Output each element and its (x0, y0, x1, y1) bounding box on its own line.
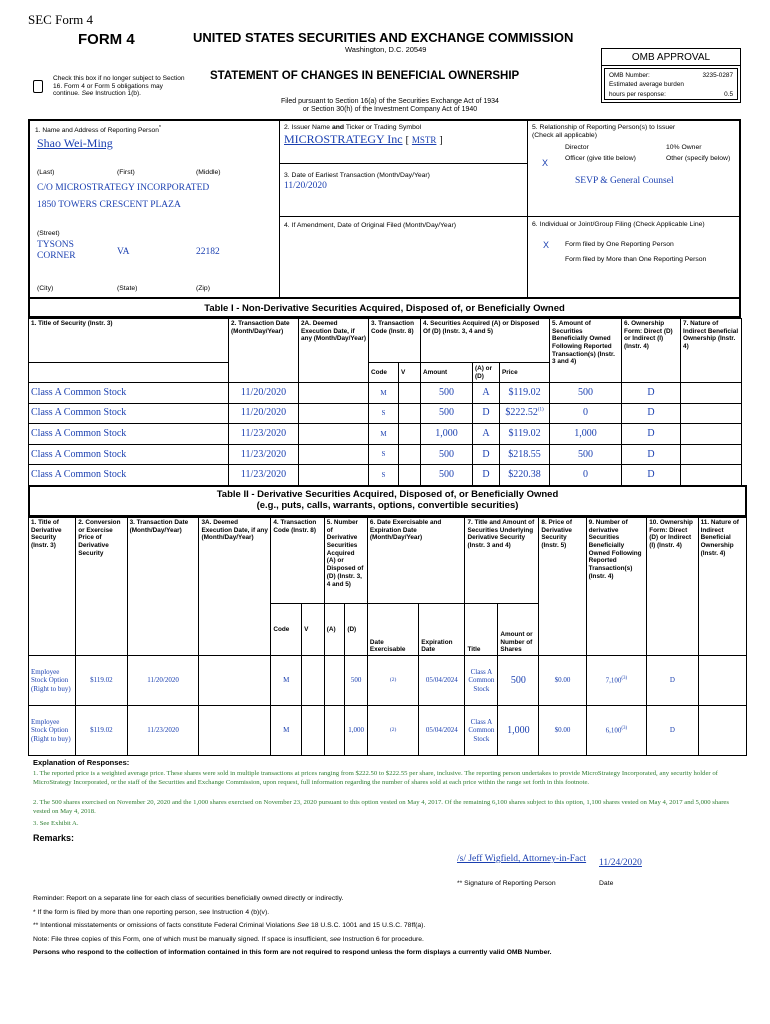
t1-title: Class A Common Stock (29, 403, 229, 424)
footer-notes (33, 892, 552, 960)
t1-v (399, 444, 421, 465)
zip-label: (Zip) (196, 285, 210, 292)
t1-v (399, 465, 421, 486)
t2-dprice: $0.00 (539, 706, 586, 756)
reporting-person-name[interactable]: Shao Wei-Ming (37, 136, 113, 150)
form-title: FORM 4 (78, 31, 135, 48)
footer-reminder: Reminder: Report on a separate line for each class of securities beneficially owned directly or indirectly. (33, 895, 344, 902)
t2-code: M (271, 656, 302, 706)
t1-amount: 500 (421, 465, 473, 486)
t1-nature (681, 403, 742, 424)
t1-owned: 0 (550, 465, 622, 486)
t1-nature (681, 444, 742, 465)
t1-ad: A (473, 383, 500, 404)
t2-d: 500 (345, 656, 368, 706)
t1-h-nature: 7. Nature of Indirect Beneficial Ownership (Instr. 4) (681, 319, 742, 383)
statement-title: STATEMENT OF CHANGES IN BENEFICIAL OWNERSHIP (210, 70, 520, 82)
t1-deemed (299, 383, 369, 404)
t2-h-v-col: V (302, 604, 325, 656)
table2 (28, 517, 747, 756)
director-option[interactable]: Director (565, 144, 589, 151)
omb-hours: 0.5 (724, 90, 733, 98)
t2-deemed (199, 656, 271, 706)
issuer-name[interactable]: MICROSTRATEGY Inc [ MSTR ] (284, 132, 443, 146)
t1-title: Class A Common Stock (29, 383, 229, 404)
t1-form: D (622, 403, 681, 424)
t1-deemed (299, 424, 369, 445)
remarks-title: Remarks: (33, 833, 75, 843)
relationship-label: 5. Relationship of Reporting Person(s) to Issuer (Check all applicable) (532, 124, 676, 139)
t2-deemed (199, 706, 271, 756)
t2-v (302, 656, 325, 706)
state-label: (State) (117, 285, 138, 292)
amendment-label: 4. If Amendment, Date of Original Filed (Month/Day/Year) (284, 222, 457, 229)
t1-date: 11/23/2020 (229, 465, 299, 486)
t2-h-date-exercisable: Date Exercisable (367, 604, 418, 656)
footnote-1: 1. The reported price is a weighted average price. These shares were sold in multiple transactions at prices ranging from $222.50 to $222.55 per share, inclusive. The reporting person undertakes to provide MicroStrategy Incorporated, any security holder of MicroStrategy Incorporated, or the staff of the Securities and Exchange Commission, upon request, full information regarding the number of shares sold at each price within the range set forth in this footnote. (33, 770, 718, 786)
t1-deemed (299, 444, 369, 465)
state-value: VA (117, 247, 130, 257)
t1-price: $119.02 (500, 424, 550, 445)
t1-h-owned: 5. Amount of Securities Beneficially Owned Following Reported Transaction(s) (Instr. 3 and 4) (550, 319, 622, 383)
omb-hours-label: hours per response: (609, 90, 666, 98)
t1-ad: D (473, 465, 500, 486)
t1-price: $218.55 (500, 444, 550, 465)
t2-shares: 500 (498, 656, 539, 706)
t2-owned: 6,100$^{(3)}$ (586, 706, 647, 756)
t1-code: S (369, 403, 399, 424)
signature-label: ** Signature of Reporting Person (457, 880, 556, 887)
t2-h-title-col: Title (465, 604, 498, 656)
t2-h-nature: 11. Nature of Indirect Beneficial Ownership (Instr. 4) (698, 518, 746, 656)
t1-h-deemed: 2A. Deemed Execution Date, if any (Month/Day/Year) (299, 319, 369, 383)
t1-title: Class A Common Stock (29, 444, 229, 465)
table1-row (29, 403, 742, 424)
filing-one-option[interactable]: Form filed by One Reporting Person (565, 241, 674, 248)
t2-h-code: 4. Transaction Code (Instr. 8) (271, 518, 324, 604)
t1-code: S (369, 444, 399, 465)
omb-title: OMB APPROVAL (602, 49, 740, 66)
ten-percent-owner-option[interactable]: 10% Owner (666, 144, 702, 151)
t2-nature (698, 706, 746, 756)
sec-form-label: SEC Form 4 (28, 12, 94, 27)
t1-v (399, 383, 421, 404)
other-option[interactable]: Other (specify below) (666, 155, 731, 162)
t2-a (324, 656, 345, 706)
t2-nature (698, 656, 746, 706)
footer-violations: ** Intentional misstatements or omissions of facts constitute Federal Criminal Violations See 18 U.S.C. 1001 and 15 U.S.C. 78ff(a). (33, 922, 426, 930)
table1-title: Table I - Non-Derivative Securities Acquired, Disposed of, or Beneficially Owned (204, 303, 565, 314)
t1-date: 11/20/2020 (229, 403, 299, 424)
omb-burden: Estimated average burden (609, 81, 684, 89)
t2-date: 11/23/2020 (127, 706, 199, 756)
table1-row (29, 444, 742, 465)
t2-h-amount-col: Amount or Number of Shares (498, 604, 539, 656)
table1-row (29, 383, 742, 404)
t2-expiration: 05/04/2024 (419, 656, 465, 706)
location: Washington, D.C. 20549 (345, 45, 427, 54)
explanation-title: Explanation of Responses: (33, 758, 130, 767)
t1-amount: 500 (421, 403, 473, 424)
issuer-label: 2. Issuer Name and Ticker or Trading Symbol (284, 124, 422, 131)
footer-copies: Note: File three copies of this Form, one of which must be manually signed. If space is insufficient, see Instruction 6 for procedure. (33, 935, 424, 943)
t2-title: Employee Stock Option (Right to buy) (29, 656, 76, 706)
t1-owned: 500 (550, 383, 622, 404)
t2-h-d: (D) (345, 604, 368, 656)
t1-date: 11/23/2020 (229, 424, 299, 445)
t1-v (399, 424, 421, 445)
officer-title: SEVP & General Counsel (575, 176, 674, 186)
t1-form: D (622, 383, 681, 404)
city-value: TYSONS CORNER (37, 240, 76, 261)
t1-v (399, 403, 421, 424)
officer-option[interactable]: Officer (give title below) (565, 155, 636, 162)
t1-ad: D (473, 444, 500, 465)
filing-label: 6. Individual or Joint/Group Filing (Check Applicable Line) (532, 221, 705, 228)
t2-price: $119.02 (76, 656, 127, 706)
footer-omb: Persons who respond to the collection of information contained in this form are not required to respond unless the form displays a currently valid OMB Number. (33, 949, 552, 957)
t2-expiration: 05/04/2024 (419, 706, 465, 756)
t2-owned: 7,100$^{(3)}$ (586, 656, 647, 706)
t1-owned: 1,000 (550, 424, 622, 445)
t1-title: Class A Common Stock (29, 465, 229, 486)
t2-h-date: 3. Transaction Date (Month/Day/Year) (127, 518, 199, 656)
footer-multiple: * If the form is filed by more than one reporting person, see Instruction 4 (b)(v). (33, 908, 270, 916)
t1-code: S (369, 465, 399, 486)
t2-h-price: 8. Price of Derivative Security (Instr. 5) (539, 518, 586, 656)
address-line1: C/O MICROSTRATEGY INCORPORATED (37, 183, 210, 193)
table1-row (29, 465, 742, 486)
filing-more-option[interactable]: Form filed by More than One Reporting Person (565, 256, 707, 263)
address-line2: 1850 TOWERS CRESCENT PLAZA (37, 200, 181, 210)
section16-checkbox[interactable] (33, 80, 43, 93)
t2-form: D (647, 656, 698, 706)
t2-title: Employee Stock Option (Right to buy) (29, 706, 76, 756)
t1-price: $119.02 (500, 383, 550, 404)
filing-check-mark: X (543, 240, 550, 250)
t2-date: 11/20/2020 (127, 656, 199, 706)
t2-h-title: 1. Title of Derivative Security (Instr. 3) (29, 518, 76, 656)
officer-check-mark: X (542, 158, 549, 168)
table2-row (29, 706, 747, 756)
t2-a (324, 706, 345, 756)
t2-h-a: (A) (324, 604, 345, 656)
t2-exercisable: (2) (367, 656, 418, 706)
city-label: (City) (37, 285, 54, 292)
t2-code: M (271, 706, 302, 756)
t1-amount: 500 (421, 383, 473, 404)
commission-title: UNITED STATES SECURITIES AND EXCHANGE COMMISSION (193, 30, 574, 45)
middle-label: (Middle) (196, 169, 221, 176)
t1-nature (681, 383, 742, 404)
t1-h-amount: Amount (421, 363, 473, 383)
t2-price: $119.02 (76, 706, 127, 756)
t1-owned: 0 (550, 403, 622, 424)
t1-price: $222.52$^{(1)}$ (500, 403, 550, 424)
t2-form: D (647, 706, 698, 756)
signature: /s/ Jeff Wigfield, Attorney-in-Fact (457, 854, 587, 864)
signature-date: 11/24/2020 (599, 858, 642, 868)
t1-ad: D (473, 403, 500, 424)
t1-h-code-col: Code (369, 363, 399, 383)
t2-underlying: Class A Common Stock (465, 706, 498, 756)
zip-value: 22182 (196, 247, 220, 257)
date-label: Date (599, 880, 614, 887)
footnote-2: 2. The 500 shares exercised on November 20, 2020 and the 1,000 shares exercised on November 23, 2020 pursuant to this option vested on May 4, 2017. Of the remaining 6,100 shares subject to this option, 1,100 shares vested on May 4, 2017 and 5,000 shares vested on May 4, 2018. (33, 799, 729, 815)
t2-shares: 1,000 (498, 706, 539, 756)
t1-h-date: 2. Transaction Date (Month/Day/Year) (229, 319, 299, 383)
t2-h-form: 10. Ownership Form: Direct (D) or Indirect (I) (Instr. 4) (647, 518, 698, 656)
omb-number: 3235-0287 (702, 72, 733, 79)
t2-h-underlying: 7. Title and Amount of Securities Underlying Derivative Security (Instr. 3 and 4) (465, 518, 539, 604)
t1-h-code: 3. Transaction Code (Instr. 8) (369, 319, 421, 363)
t1-h-form: 6. Ownership Form: Direct (D) or Indirect (I) (Instr. 4) (622, 319, 681, 383)
t2-h-owned: 9. Number of derivative Securities Beneficially Owned Following Reported Transaction(s) (Instr. 4) (586, 518, 647, 656)
t1-form: D (622, 465, 681, 486)
earliest-date: 11/20/2020 (284, 181, 327, 191)
t2-exercisable: (2) (367, 706, 418, 756)
t1-date: 11/23/2020 (229, 444, 299, 465)
table2-row (29, 656, 747, 706)
street-label: (Street) (37, 230, 60, 237)
t1-nature (681, 465, 742, 486)
t1-date: 11/20/2020 (229, 383, 299, 404)
t1-code: M (369, 424, 399, 445)
t1-amount: 1,000 (421, 424, 473, 445)
t1-h-title: 1. Title of Security (Instr. 3) (29, 319, 229, 363)
t2-h-code-col: Code (271, 604, 302, 656)
t1-owned: 500 (550, 444, 622, 465)
t2-underlying: Class A Common Stock (465, 656, 498, 706)
reporting-person-label: 1. Name and Address of Reporting Person* (35, 125, 162, 135)
t1-h-v-col: V (399, 363, 421, 383)
table1 (28, 318, 742, 486)
t1-code: M (369, 383, 399, 404)
t2-h-number: 5. Number of Derivative Securities Acquired (A) or Disposed of (D) (Instr. 3, 4 and 5) (324, 518, 367, 604)
t1-h-securities: 4. Securities Acquired (A) or Disposed Of (D) (Instr. 3, 4 and 5) (421, 319, 550, 363)
t1-form: D (622, 444, 681, 465)
checkbox-text: Check this box if no longer subject to Section 16. Form 4 or Form 5 obligations may continue. See Instruction 1(b). (53, 75, 185, 98)
t1-form: D (622, 424, 681, 445)
filed-pursuant: Filed pursuant to Section 16(a) of the Securities Exchange Act of 1934 or Section 30(h) of the Investment Company Act of 1940 (281, 98, 499, 114)
t2-h-deemed: 3A. Deemed Execution Date, if any (Month/Day/Year) (199, 518, 271, 656)
table2-title: Table II - Derivative Securities Acquired, Disposed of, or Beneficially Owned (e.g., puts, calls, warrants, options, convertible securities) (216, 489, 559, 511)
t1-ad: A (473, 424, 500, 445)
t1-price: $220.38 (500, 465, 550, 486)
footnote-3: 3. See Exhibit A. (33, 820, 79, 827)
t1-h-aord: (A) or (D) (473, 363, 500, 383)
omb-number-label: OMB Number: (609, 72, 650, 79)
t2-d: 1,000 (345, 706, 368, 756)
t2-h-exercisable: 6. Date Exercisable and Expiration Date (Month/Day/Year) (367, 518, 465, 604)
t1-deemed (299, 403, 369, 424)
t1-deemed (299, 465, 369, 486)
t2-h-expiration: Expiration Date (419, 604, 465, 656)
t1-amount: 500 (421, 444, 473, 465)
t1-nature (681, 424, 742, 445)
t2-h-conversion: 2. Conversion or Exercise Price of Derivative Security (76, 518, 127, 656)
omb-box (601, 48, 741, 103)
t1-title: Class A Common Stock (29, 424, 229, 445)
t2-dprice: $0.00 (539, 656, 586, 706)
table1-row (29, 424, 742, 445)
t1-h-price: Price (500, 363, 550, 383)
earliest-date-label: 3. Date of Earliest Transaction (Month/Day/Year) (284, 172, 430, 179)
t2-v (302, 706, 325, 756)
last-label: (Last) (37, 169, 55, 176)
first-label: (First) (117, 169, 135, 176)
